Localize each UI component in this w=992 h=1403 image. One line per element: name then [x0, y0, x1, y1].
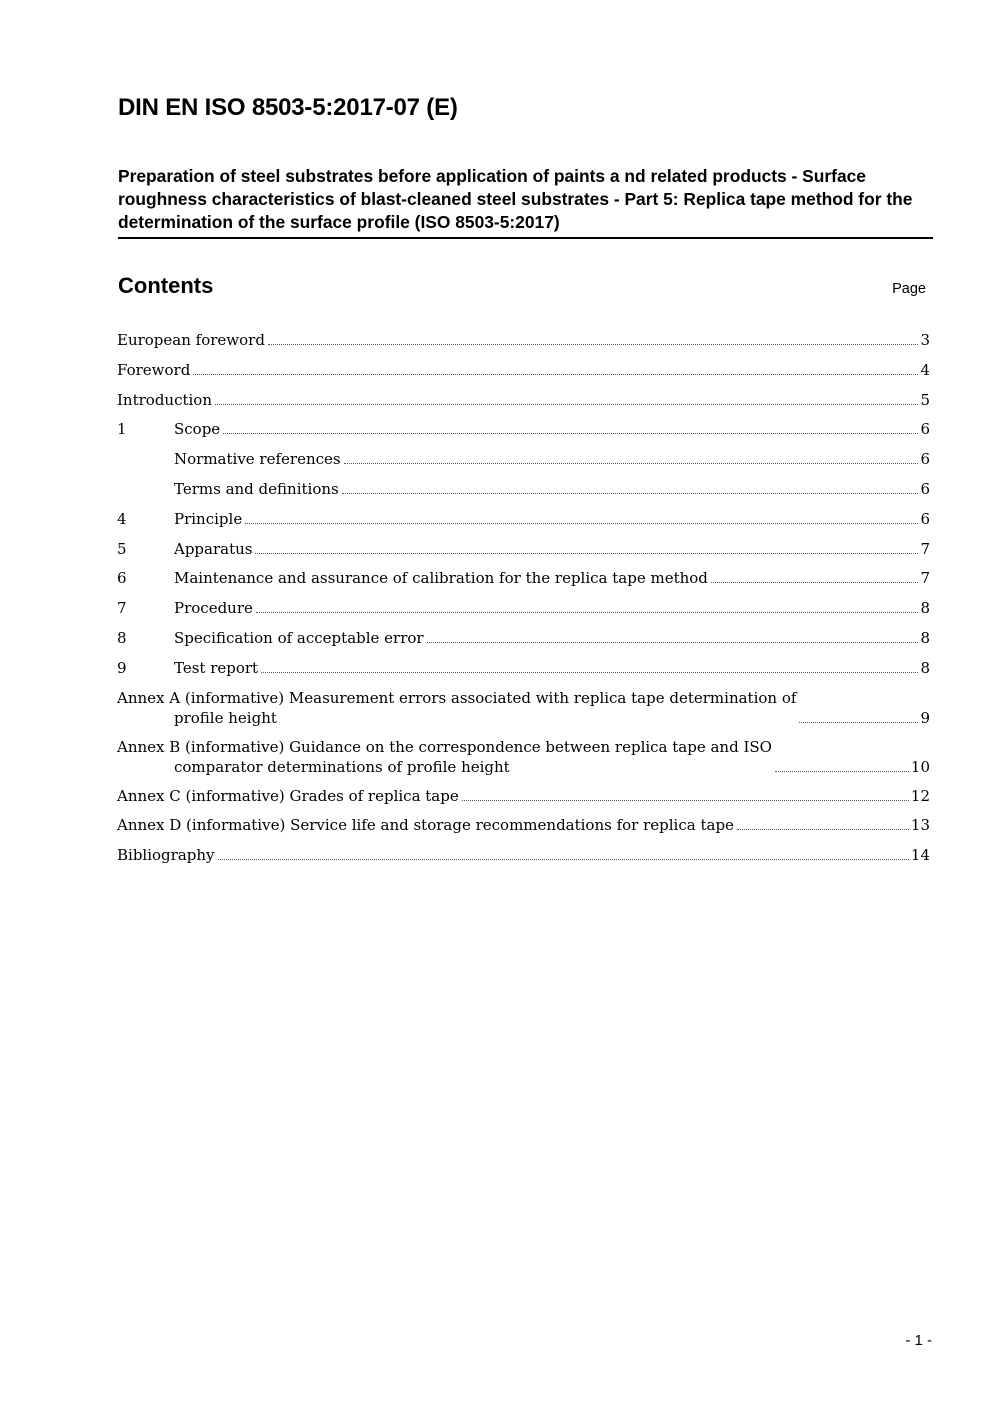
dot-leader [344, 463, 919, 464]
toc-entry-annex-b[interactable] [117, 737, 930, 777]
toc-entry-title: Introduction [117, 390, 212, 409]
toc-entry-page: 7 [920, 569, 930, 588]
toc-entry-number: 8 [117, 628, 127, 647]
toc-entry-title: Specification of acceptable error [174, 628, 424, 647]
toc-entry-title-continuation: profile height [174, 708, 277, 727]
toc-entry-number: 5 [117, 539, 127, 558]
toc-entry-foreword[interactable] [117, 360, 930, 380]
toc-entry-acceptable-error[interactable] [117, 628, 930, 648]
toc-entry-page: 10 [910, 757, 930, 776]
toc-entry-title: Procedure [174, 599, 253, 618]
toc-entry-page: 6 [920, 479, 930, 498]
toc-entry-normative-references[interactable] [117, 449, 930, 469]
toc-entry-number: 1 [117, 420, 127, 439]
toc-entry-title: Scope [174, 420, 221, 439]
toc-entry-title-continuation: comparator determinations of profile height [174, 757, 510, 776]
toc-entry-introduction[interactable] [117, 390, 930, 410]
dot-leader [261, 672, 918, 673]
toc-entry-title: Annex B (informative) Guidance on the correspondence between replica tape and ISO [117, 737, 772, 756]
dot-leader [799, 722, 918, 723]
toc-entry-number: 7 [117, 599, 127, 618]
dot-leader [462, 800, 909, 801]
toc-entry-page: 7 [920, 539, 930, 558]
dot-leader [215, 404, 918, 405]
dot-leader [223, 433, 918, 434]
dot-leader [245, 523, 918, 524]
toc-entry-page: 4 [920, 360, 930, 379]
dot-leader [711, 582, 919, 583]
dot-leader [775, 771, 909, 772]
toc-entry-title: Foreword [117, 360, 191, 379]
contents-heading: Contents [118, 273, 214, 298]
toc-entry-title: Maintenance and assurance of calibration for the replica tape method [174, 569, 708, 588]
toc-entry-page: 6 [920, 450, 930, 469]
toc-entry-title: Test report [174, 658, 259, 677]
toc-entry-annex-d[interactable] [117, 815, 930, 835]
toc-entry-page: 9 [920, 708, 930, 727]
toc-entry-number: 9 [117, 658, 127, 677]
footer-page-number: - 1 - [905, 1332, 932, 1349]
toc-entry-title-block [117, 688, 796, 728]
toc-entry-title: Terms and definitions [174, 479, 339, 498]
toc-entry-apparatus[interactable] [117, 539, 930, 559]
toc-entry-procedure[interactable] [117, 598, 930, 618]
table-of-contents [117, 330, 930, 875]
toc-entry-page: 5 [920, 390, 930, 409]
toc-entry-number: 6 [117, 569, 127, 588]
toc-entry-number: 4 [117, 509, 127, 528]
toc-entry-title: Annex A (informative) Measurement errors associated with replica tape determination of [117, 688, 797, 707]
toc-entry-page: 8 [920, 658, 930, 677]
toc-entry-title-block [117, 737, 772, 777]
toc-entry-title: Apparatus [174, 539, 253, 558]
toc-entry-title: Bibliography [117, 846, 215, 865]
toc-entry-european-foreword[interactable] [117, 330, 930, 350]
toc-entry-principle[interactable] [117, 509, 930, 529]
dot-leader [737, 829, 909, 830]
toc-entry-page: 13 [910, 816, 930, 835]
toc-entry-title: Normative references [174, 450, 341, 469]
dot-leader [427, 642, 919, 643]
dot-leader [256, 612, 919, 613]
toc-entry-test-report[interactable] [117, 658, 930, 678]
dot-leader [255, 553, 918, 554]
toc-entry-title: European foreword [117, 331, 265, 349]
document-title: Preparation of steel substrates before application of paints a nd related products - Surface roughness characteristics of blast-cleaned steel substrates - Part 5: Replica tape method for the determination of the surface profile (ISO 8503-5:2017) [118, 165, 933, 239]
toc-entry-title: Annex D (informative) Service life and storage recommendations for replica tape [117, 816, 734, 835]
dot-leader [268, 344, 919, 345]
page-column-label: Page [892, 281, 926, 297]
dot-leader [218, 859, 909, 860]
toc-entry-page: 8 [920, 628, 930, 647]
toc-entry-page: 8 [920, 599, 930, 618]
toc-entry-maintenance-calibration[interactable] [117, 568, 930, 588]
toc-entry-page: 12 [910, 786, 930, 805]
toc-entry-terms-and-definitions[interactable] [117, 479, 930, 499]
toc-entry-scope[interactable] [117, 419, 930, 439]
toc-entry-annex-a[interactable] [117, 688, 930, 728]
toc-entry-bibliography[interactable] [117, 845, 930, 865]
dot-leader [342, 493, 919, 494]
toc-entry-page: 6 [920, 509, 930, 528]
toc-entry-title: Annex C (informative) Grades of replica tape [117, 786, 459, 805]
toc-entry-page: 3 [920, 331, 930, 349]
document-id: DIN EN ISO 8503-5:2017-07 (E) [118, 94, 458, 121]
toc-entry-annex-c[interactable] [117, 786, 930, 806]
toc-entry-page: 14 [910, 846, 930, 865]
dot-leader [193, 374, 918, 375]
toc-entry-title: Principle [174, 509, 243, 528]
toc-entry-page: 6 [920, 420, 930, 439]
